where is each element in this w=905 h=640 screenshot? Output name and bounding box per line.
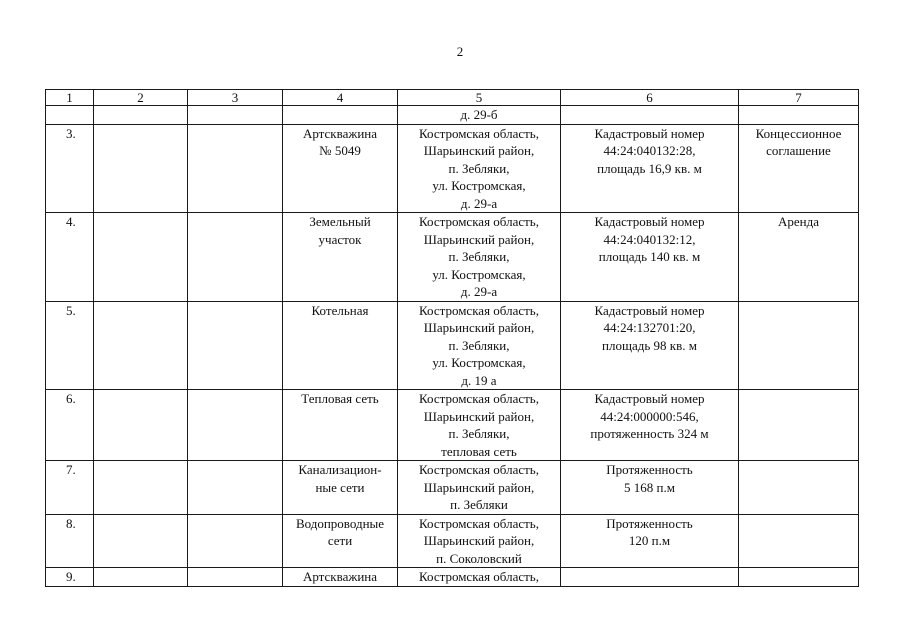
cell-col3	[188, 124, 283, 213]
table-row	[46, 213, 859, 302]
page-number: 2	[456, 44, 464, 59]
cell-name: Артскважина	[283, 568, 398, 587]
header-col-7: 7	[739, 90, 859, 106]
cell-name: Тепловая сеть	[283, 390, 398, 461]
cell-col2	[94, 106, 188, 125]
cell-col2	[94, 514, 188, 568]
header-col-3: 3	[188, 90, 283, 106]
cell-col3	[188, 301, 283, 390]
header-row	[46, 90, 859, 106]
cell-address: д. 29-б	[398, 106, 561, 125]
cell-characteristics: Протяженность 5 168 п.м	[561, 461, 739, 515]
cell-address: Костромская область, Шарьинский район, п. Соколовский	[398, 514, 561, 568]
cell-characteristics: Кадастровый номер 44:24:040132:28, площадь 16,9 кв. м	[561, 124, 739, 213]
header-col-4: 4	[283, 90, 398, 106]
cell-address: Костромская область, Шарьинский район, п. Зебляки, ул. Костромская, д. 29-а	[398, 124, 561, 213]
header-col-2: 2	[94, 90, 188, 106]
table-row	[46, 301, 859, 390]
cell-col3	[188, 514, 283, 568]
cell-col3	[188, 568, 283, 587]
cell-address: Костромская область, Шарьинский район, п. Зебляки, ул. Костромская, д. 29-а	[398, 213, 561, 302]
cell-address: Костромская область, Шарьинский район, п. Зебляки, тепловая сеть	[398, 390, 561, 461]
cell-col3	[188, 390, 283, 461]
cell-characteristics	[561, 568, 739, 587]
cell-col2	[94, 301, 188, 390]
cell-characteristics: Кадастровый номер 44:24:000000:546, протяженность 324 м	[561, 390, 739, 461]
cell-num	[46, 106, 94, 125]
header-col-5: 5	[398, 90, 561, 106]
table-row	[46, 390, 859, 461]
cell-name: Водопроводные сети	[283, 514, 398, 568]
cell-col2	[94, 390, 188, 461]
cell-num: 3.	[46, 124, 94, 213]
cell-characteristics: Кадастровый номер 44:24:040132:12, площадь 140 кв. м	[561, 213, 739, 302]
header-col-1: 1	[46, 90, 94, 106]
cell-name	[283, 106, 398, 125]
property-registry-table	[45, 89, 859, 587]
header-col-6: 6	[561, 90, 739, 106]
cell-col2	[94, 124, 188, 213]
cell-address: Костромская область, Шарьинский район, п. Зебляки	[398, 461, 561, 515]
cell-col2	[94, 213, 188, 302]
cell-basis	[739, 568, 859, 587]
cell-basis	[739, 514, 859, 568]
cell-name: Котельная	[283, 301, 398, 390]
cell-name: Канализацион- ные сети	[283, 461, 398, 515]
table-row	[46, 461, 859, 515]
cell-basis: Аренда	[739, 213, 859, 302]
cell-basis	[739, 390, 859, 461]
cell-num: 9.	[46, 568, 94, 587]
cell-basis	[739, 461, 859, 515]
cell-characteristics: Протяженность 120 п.м	[561, 514, 739, 568]
cell-name: Земельный участок	[283, 213, 398, 302]
cell-address: Костромская область,	[398, 568, 561, 587]
cell-basis: Концессионное соглашение	[739, 124, 859, 213]
continuation-row	[46, 106, 859, 125]
cell-characteristics	[561, 106, 739, 125]
cell-basis	[739, 301, 859, 390]
table-row	[46, 514, 859, 568]
cell-col3	[188, 213, 283, 302]
cell-num: 4.	[46, 213, 94, 302]
cell-col2	[94, 461, 188, 515]
table-row	[46, 568, 859, 587]
cell-col3	[188, 106, 283, 125]
cell-num: 5.	[46, 301, 94, 390]
table-row	[46, 124, 859, 213]
cell-name: Артскважина № 5049	[283, 124, 398, 213]
cell-col2	[94, 568, 188, 587]
cell-num: 6.	[46, 390, 94, 461]
cell-basis	[739, 106, 859, 125]
cell-characteristics: Кадастровый номер 44:24:132701:20, площадь 98 кв. м	[561, 301, 739, 390]
cell-address: Костромская область, Шарьинский район, п. Зебляки, ул. Костромская, д. 19 а	[398, 301, 561, 390]
cell-num: 7.	[46, 461, 94, 515]
cell-num: 8.	[46, 514, 94, 568]
cell-col3	[188, 461, 283, 515]
